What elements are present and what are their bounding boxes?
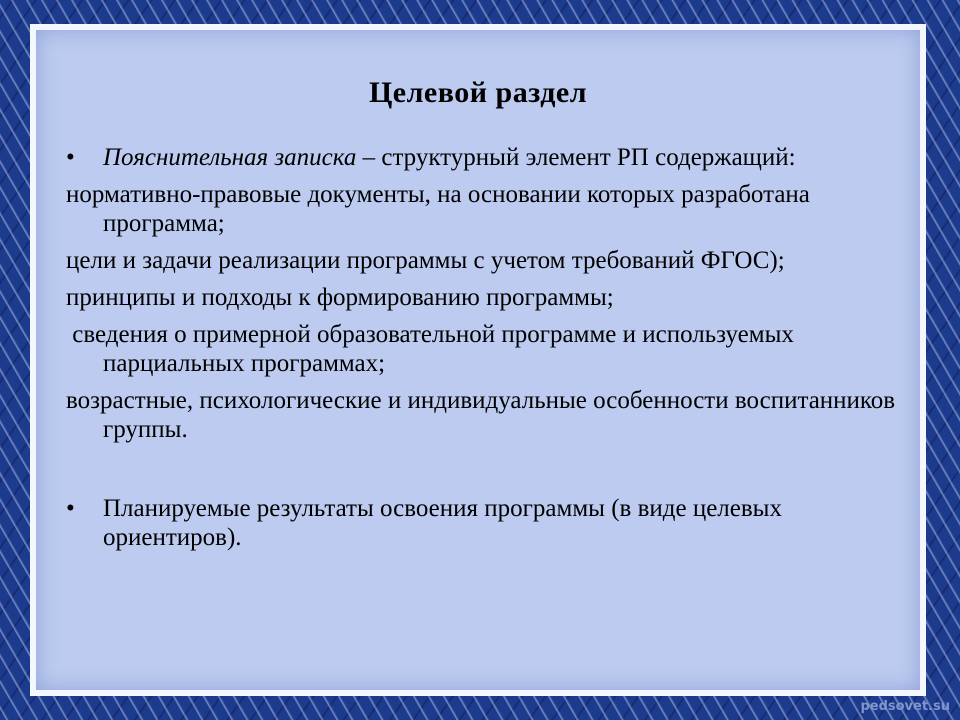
slide-content bbox=[66, 143, 916, 560]
list-item-goals: цели и задачи реализации программы с учетом требований ФГОС); bbox=[66, 247, 785, 274]
bullet-item-explanatory-note bbox=[66, 143, 916, 172]
bullet-icon: • bbox=[66, 144, 75, 171]
slide-panel bbox=[36, 30, 920, 690]
slide-title: Целевой раздел bbox=[368, 76, 588, 109]
explanatory-note-term: Пояснительная записка bbox=[103, 144, 357, 171]
bullet-icon: • bbox=[66, 495, 75, 522]
watermark-logo: pedsovet.su bbox=[860, 699, 950, 714]
slide-frame bbox=[30, 24, 926, 696]
list-item-legal-documents: нормативно-правовые документы, на основании которых разработана программа; bbox=[66, 181, 810, 237]
list-item-programs-info: сведения о примерной образовательной программе и используемых парциальных программах; bbox=[66, 321, 801, 377]
bullet-item-planned-results bbox=[66, 494, 916, 552]
planned-results-text: Планируемые результаты освоения программы (в виде целевых ориентиров). bbox=[103, 495, 782, 551]
explanatory-note-definition: – структурный элемент РП содержащий: bbox=[356, 144, 796, 171]
list-item-principles: принципы и подходы к формированию программы; bbox=[66, 284, 614, 311]
spacer bbox=[66, 452, 916, 494]
list-item-age-features: возрастные, психологические и индивидуальные особенности воспитанников группы. bbox=[66, 387, 896, 443]
